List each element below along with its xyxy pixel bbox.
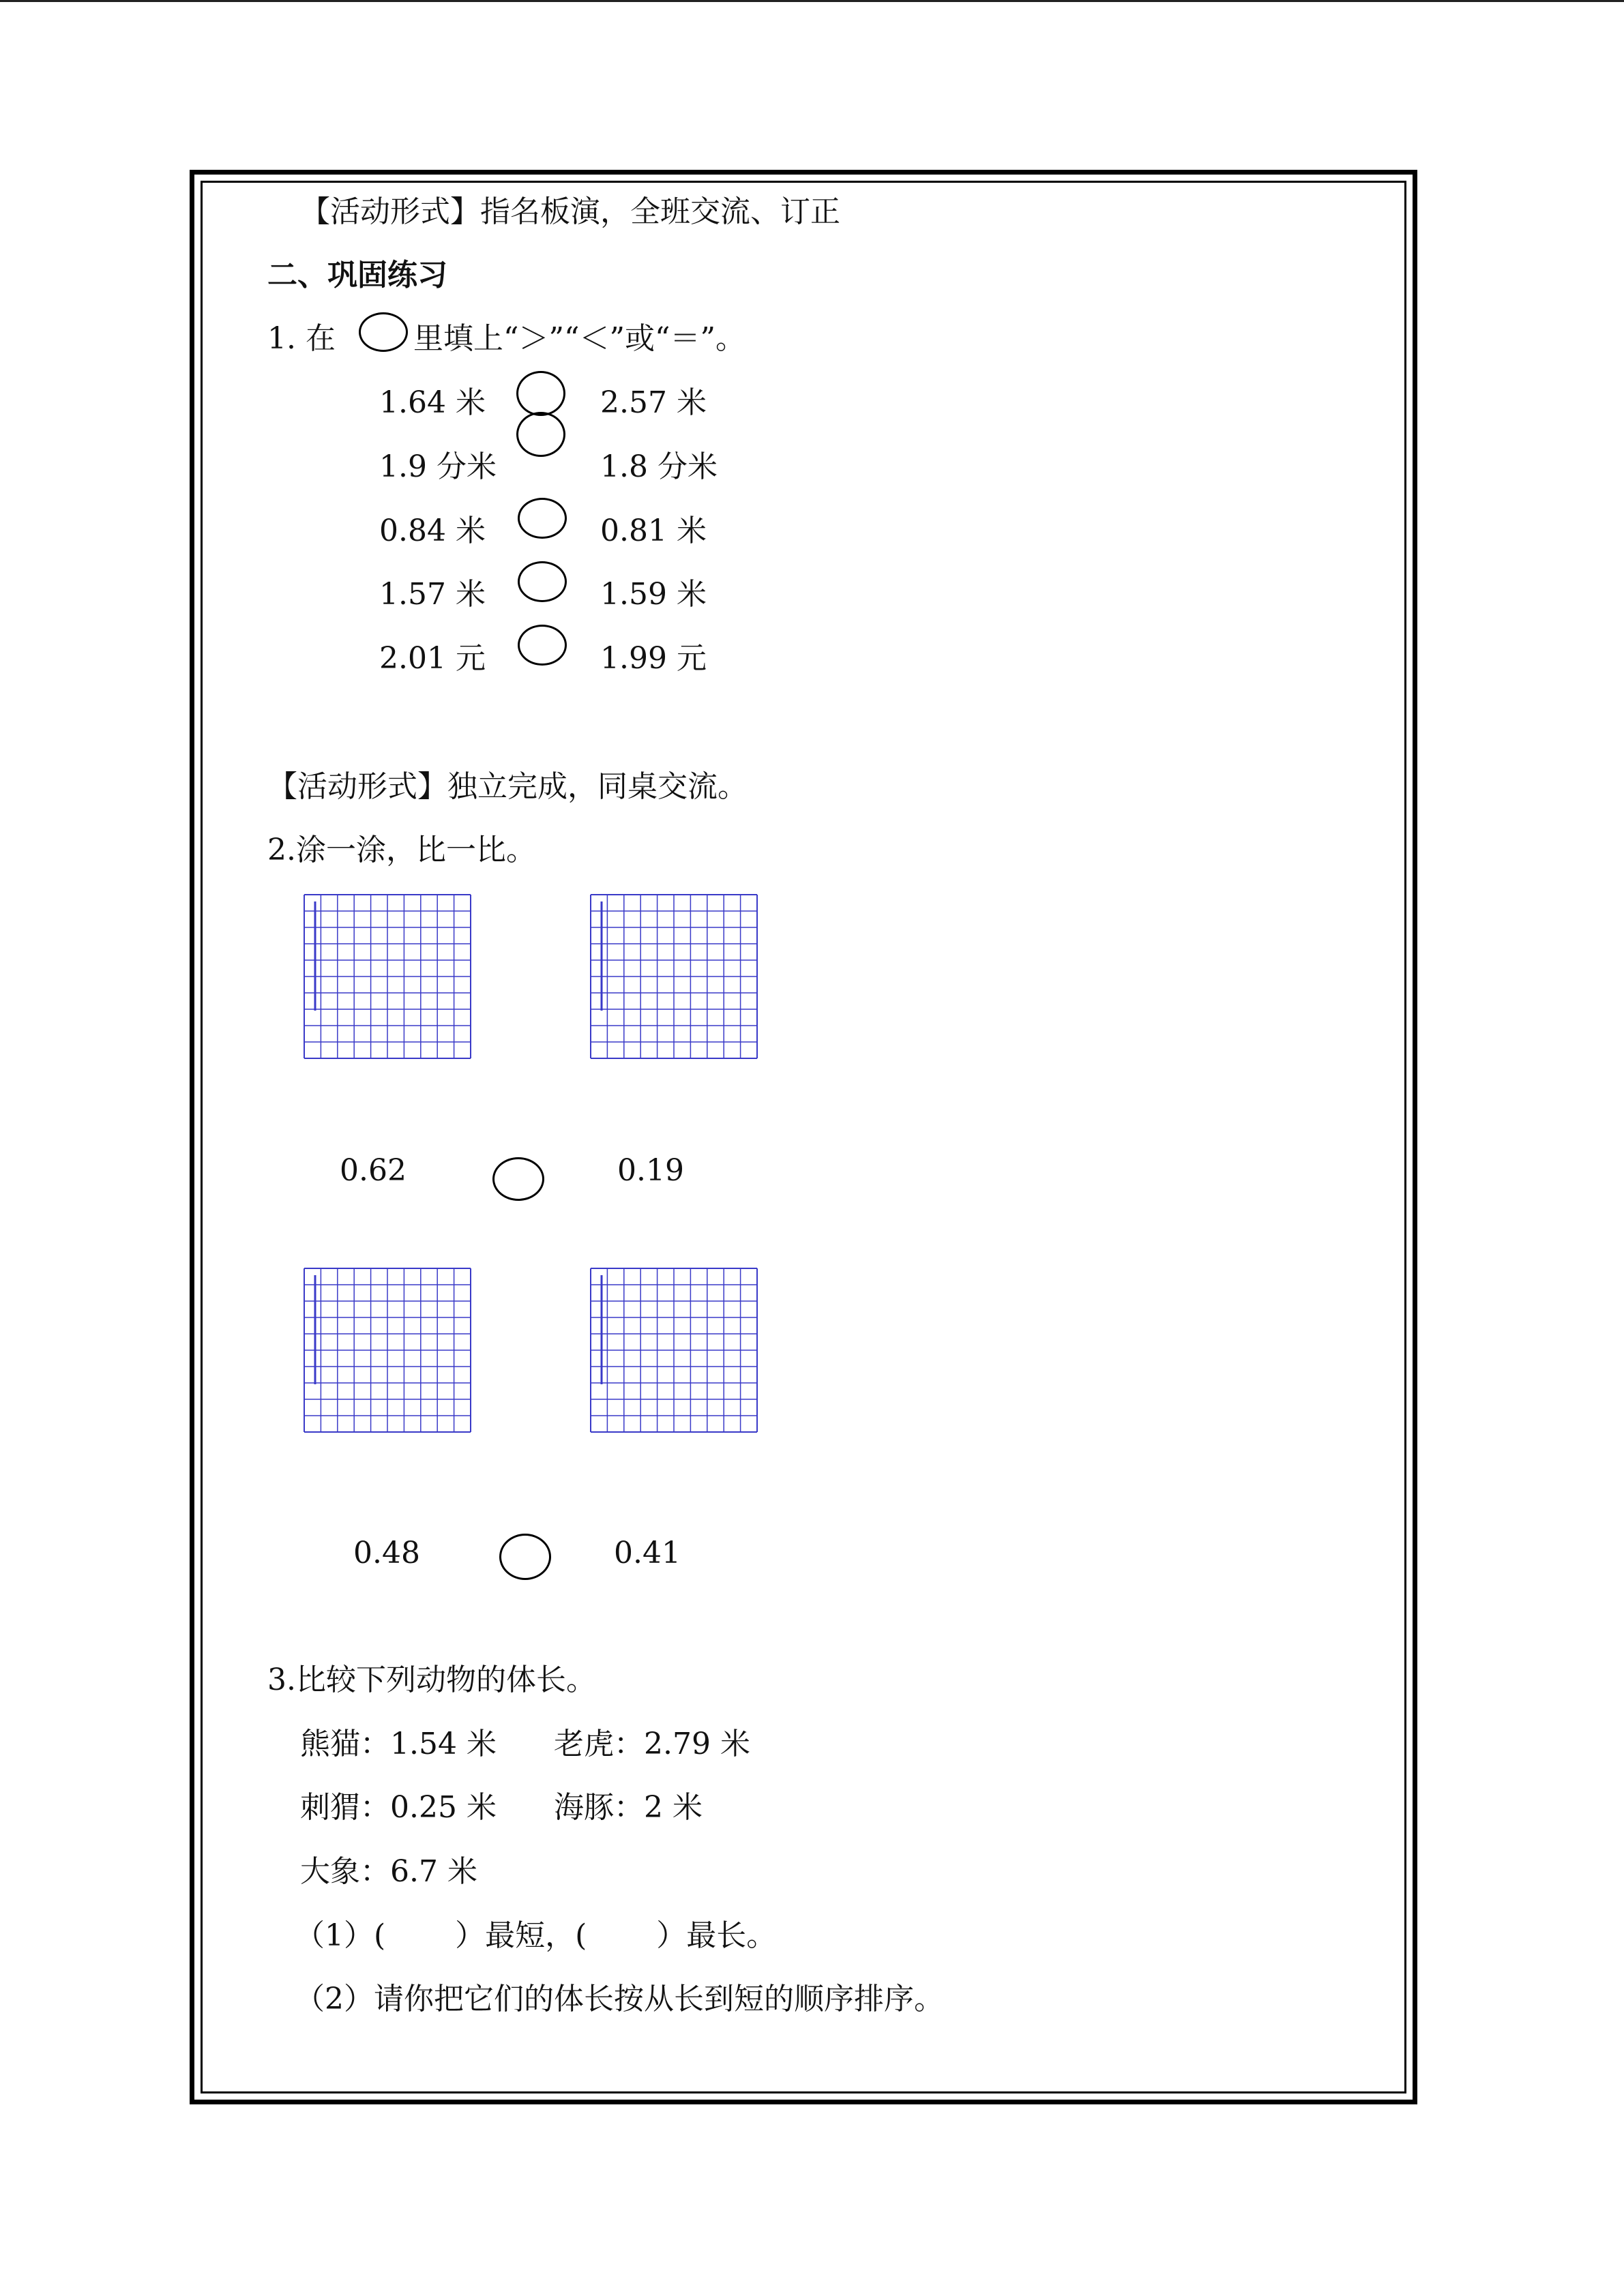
q1-prefix: 1. 在 bbox=[267, 321, 336, 356]
q2-pair2-right: 0.41 bbox=[614, 1536, 681, 1570]
section-title: 二、巩固练习 bbox=[267, 258, 447, 293]
q3-sub1: （1）( ）最短，( ）最长。 bbox=[295, 1918, 777, 1953]
q1-row3-right: 0.81 米 bbox=[600, 513, 707, 548]
q3-title: 3.比较下列动物的体长。 bbox=[267, 1663, 596, 1697]
q2-pair1-left: 0.62 bbox=[340, 1153, 407, 1188]
q1-row2-right: 1.8 分米 bbox=[600, 449, 718, 484]
answer-circle[interactable] bbox=[359, 312, 408, 352]
animal-hedgehog: 刺猬：0.25 米 bbox=[300, 1790, 497, 1825]
q1-row1-right: 2.57 米 bbox=[600, 385, 707, 420]
animal-panda: 熊猫：1.54 米 bbox=[300, 1727, 497, 1761]
q1-row3-left: 0.84 米 bbox=[379, 513, 486, 548]
animal-tiger: 老虎：2.79 米 bbox=[554, 1727, 750, 1761]
answer-circle[interactable] bbox=[516, 371, 565, 416]
animal-elephant: 大象：6.7 米 bbox=[300, 1854, 477, 1889]
q3-sub2: （2）请你把它们的体长按从长到短的顺序排序。 bbox=[295, 1982, 944, 2016]
hundred-grid-4[interactable] bbox=[590, 1267, 758, 1433]
q2-pair1-right: 0.19 bbox=[617, 1153, 684, 1188]
q1-row4-left: 1.57 米 bbox=[379, 577, 486, 612]
q1-instruction: 里填上“＞”“＜”或“＝”。 bbox=[413, 321, 745, 356]
animal-dolphin: 海豚：2 米 bbox=[554, 1790, 703, 1825]
activity-format-2: 【活动形式】独立完成，同桌交流。 bbox=[267, 769, 748, 804]
q1-row1-left: 1.64 米 bbox=[379, 385, 486, 420]
hundred-grid-1[interactable] bbox=[304, 893, 471, 1060]
q2-title: 2.涂一涂，比一比。 bbox=[267, 833, 536, 867]
answer-circle[interactable] bbox=[518, 561, 567, 602]
answer-circle[interactable] bbox=[518, 498, 567, 539]
page-top-rule bbox=[0, 0, 1624, 2]
q1-row5-right: 1.99 元 bbox=[600, 641, 707, 676]
answer-circle[interactable] bbox=[499, 1534, 551, 1580]
answer-circle[interactable] bbox=[516, 412, 565, 457]
answer-circle[interactable] bbox=[492, 1157, 544, 1201]
answer-circle[interactable] bbox=[518, 625, 567, 666]
q1-row5-left: 2.01 元 bbox=[379, 641, 486, 676]
activity-format-1: 【活动形式】指名板演，全班交流、订正 bbox=[300, 194, 840, 229]
hundred-grid-2[interactable] bbox=[590, 893, 758, 1060]
hundred-grid-3[interactable] bbox=[304, 1267, 471, 1433]
q1-row2-left: 1.9 分米 bbox=[379, 449, 497, 484]
q1-row4-right: 1.59 米 bbox=[600, 577, 707, 612]
q2-pair2-left: 0.48 bbox=[353, 1536, 420, 1570]
